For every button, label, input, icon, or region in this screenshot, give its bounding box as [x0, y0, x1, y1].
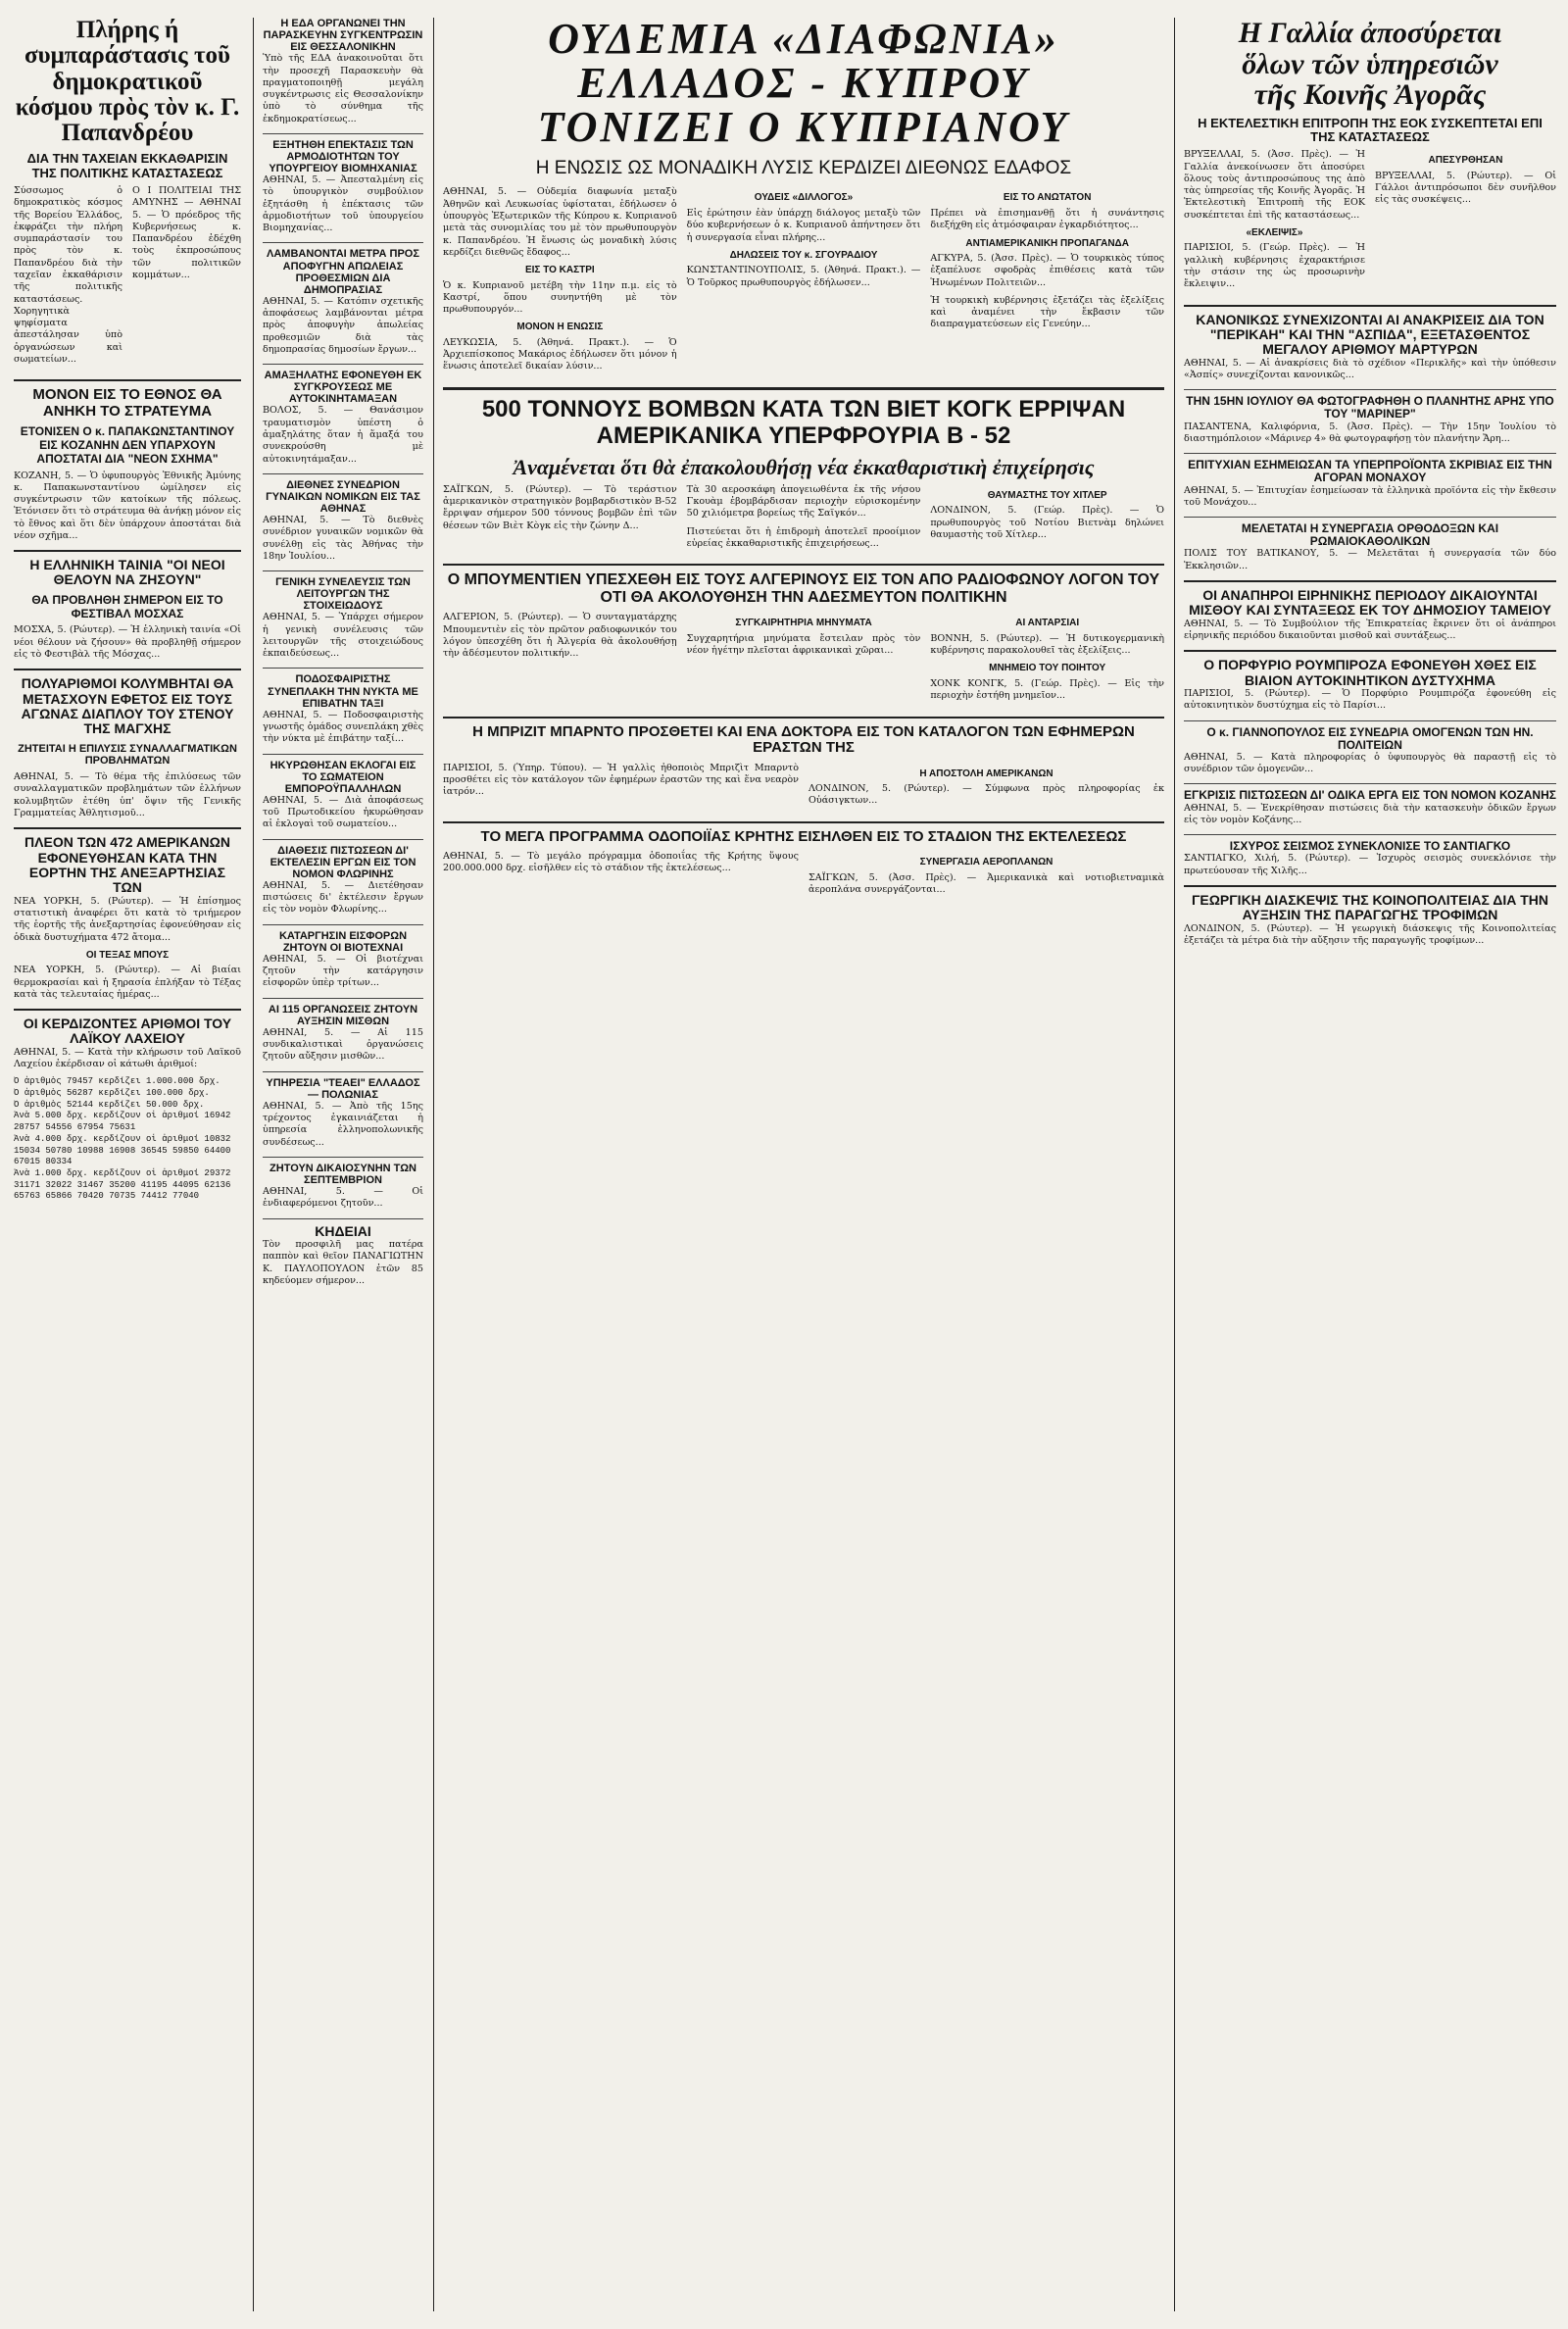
- headline: ΑΙ 115 ΟΡΓΑΝΩΣΕΙΣ ΖΗΤΟΥΝ ΑΥΞΗΣΙΝ ΜΙΣΘΩΝ: [268, 1003, 418, 1027]
- article-body: ΛΕΥΚΩΣΙΑ, 5. (Ἀθηνά. Πρακτ.). — Ὁ Ἀρχιεπίσκοπος Μακάριος ἐδήλωσεν ὅτι μόνον ἡ ἕνωσις ἀποτελεῖ δικαίαν λύσιν...: [443, 336, 677, 372]
- article-body: Ὑπὸ τῆς ΕΔΑ ἀνακοινοῦται ὅτι τὴν προσεχῆ Παρασκευὴν θὰ πραγματοποιηθῇ μεγάλη συγκέντρωσις εἰς Θεσσαλονίκην ὑπὸ τὸ σύνθημα τῆς ἐκδημοκρατίσεως...: [263, 53, 423, 124]
- article-body: ΑΘΗΝΑΙ, 5. — Κατόπιν σχετικῆς ἀποφάσεως λαμβάνονται μέτρα πρὸς ἀποφυγὴν ἀπωλείας προθεσμιῶν διὰ τὰς δημοπρασίας δημοσίων ἔργων...: [263, 295, 423, 355]
- article-boumedienne: [443, 571, 1164, 708]
- column-rule: [1174, 18, 1175, 2311]
- article-body: ΒΡΥΞΕΛΛΑΙ, 5. (Ρώυτερ). — Οἱ Γάλλοι ἀντιπρόσωποι δὲν συνῆλθον εἰς τὰς συσκέψεις...: [1375, 170, 1556, 206]
- article-body: ΠΑΡΙΣΙΟΙ, 5. (Ρώυτερ). — Ὁ Πορφύριο Ρουμπιρόζα ἐφονεύθη εἰς αὐτοκινητικὸν δυστύχημα εἰς τὸ Παρίσι...: [1184, 688, 1556, 712]
- banner-headline: ΟΥΔΕΜΙΑ «ΔΙΑΦΩΝΙΑ»: [548, 18, 1059, 63]
- article-body: ΑΘΗΝΑΙ, 5. — Αἱ ἀνακρίσεις διὰ τὸ σχέδιον «Περικλῆς» καὶ τὴν ὑπόθεσιν «Ἀσπίς» συνεχίζονται κανονικῶς...: [1184, 357, 1556, 380]
- banner-headline: Η Γαλλία ἀποσύρεται: [1238, 18, 1502, 49]
- subheadline: ΟΙ ΤΕΞΑΣ ΜΠΟΥΣ: [85, 949, 170, 961]
- article-body: ΑΘΗΝΑΙ, 5. — Ἐνεκρίθησαν πιστώσεις διὰ τὴν κατασκευὴν ὁδικῶν ἔργων εἰς τὸν νομὸν Κοζάνης...: [1184, 802, 1556, 825]
- banner-headline: ΕΛΛΑΔΟΣ - ΚΥΠΡΟΥ: [577, 58, 1030, 107]
- article-body: ΑΛΓΕΡΙΟΝ, 5. (Ρώυτερ). — Ὁ συνταγματάρχης Μπουμεντιὲν εἰς τὸν πρῶτον ραδιοφωνικόν του λόγον ὑπεσχέθη ὅτι ἡ Ἀλγερία θὰ ἀκολουθήσῃ τὴν ἀδέσμευτον πολιτικήν...: [443, 612, 677, 660]
- column-rule: [433, 18, 434, 2311]
- article-body: ΠΑΡΙΣΙΟΙ, 5. (Ὑπηρ. Τύπου). — Ἡ γαλλὶς ἠθοποιὸς Μπριζὶτ Μπαρντὸ προσθέτει εἰς τὸν κατάλογον τῶν ἐφημέρων ἐραστῶν της καὶ ἕνα νεαρὸν ἰατρόν...: [443, 762, 799, 798]
- headline: ΓΕΝΙΚΗ ΣΥΝΕΛΕΥΣΙΣ ΤΩΝ ΛΕΙΤΟΥΡΓΩΝ ΤΗΣ ΣΤΟΙΧΕΙΩΔΟΥΣ: [275, 576, 411, 613]
- headline: Η ΕΛΛΗΝΙΚΗ ΤΑΙΝΙΑ "ΟΙ ΝΕΟΙ ΘΕΛΟΥΝ ΝΑ ΖΗΣΟΥΝ": [29, 557, 225, 588]
- article-body: ΣΑΪΓΚΩΝ, 5. (Ἀσσ. Πρὲς). — Ἀμερικανικὰ καὶ νοτιοβιετναμικὰ ἀεροπλάνα συνεργάζονται...: [808, 871, 1164, 895]
- headline: Ο ΜΠΟΥΜΕΝΤΙΕΝ ΥΠΕΣΧΕΘΗ ΕΙΣ ΤΟΥΣ ΑΛΓΕΡΙΝΟΥΣ ΕΙΣ ΤΟΝ ΑΠΟ ΡΑΔΙΟΦΩΝΟΥ ΛΟΓΟΝ ΤΟΥ ΟΤΙ ΘΑ ΑΚΟΛΟΥΘΗΣΗ ΤΗΝ ΑΔΕΣΜΕΥΤΟΝ ΠΟΛΙΤΙΚΗΝ: [447, 571, 1160, 606]
- section-heading: «ΕΚΛΕΙΨΙΣ»: [1246, 226, 1303, 238]
- headline: ΠΟΔΟΣΦΑΙΡΙΣΤΗΣ ΣΥΝΕΠΛΑΚΗ ΤΗΝ ΝΥΚΤΑ ΜΕ ΕΠΙΒΑΤΗΝ ΤΑΞΙ: [268, 673, 418, 710]
- headline: ΠΛΕΟΝ ΤΩΝ 472 ΑΜΕΡΙΚΑΝΩΝ ΕΦΟΝΕΥΘΗΣΑΝ ΚΑΤΑ ΤΗΝ ΕΟΡΤΗΝ ΤΗΣ ΑΝΕΞΑΡΤΗΣΙΑΣ ΤΩΝ: [24, 834, 230, 896]
- section-heading: ΕΙΣ ΤΟ ΑΝΩΤΑΤΟΝ: [1003, 192, 1092, 204]
- article-body: ΑΘΗΝΑΙ, 5. — Οἱ βιοτέχναι ζητοῦν τὴν κατάργησιν εἰσφορῶν ὑπὲρ τρίτων...: [263, 953, 423, 989]
- article-body: ΑΘΗΝΑΙ, 5. — Οἱ ἐνδιαφερόμενοι ζητοῦν...: [263, 1186, 423, 1210]
- article-body: ΠΟΛΙΣ ΤΟΥ ΒΑΤΙΚΑΝΟΥ, 5. — Μελετᾶται ἡ συνεργασία τῶν δύο Ἐκκλησιῶν...: [1184, 548, 1556, 571]
- headline: Ο ΠΟΡΦΥΡΙΟ ΡΟΥΜΠΙΡΟΖΑ ΕΦΟΝΕΥΘΗ ΧΘΕΣ ΕΙΣ ΒΙΑΙΟΝ ΑΥΤΟΚΙΝΗΤΙΚΟΝ ΔΥΣΤΥΧΗΜΑ: [1203, 657, 1537, 688]
- headline: ΓΕΩΡΓΙΚΗ ΔΙΑΣΚΕΨΙΣ ΤΗΣ ΚΟΙΝΟΠΟΛΙΤΕΙΑΣ ΔΙΑ ΤΗΝ ΑΥΞΗΣΙΝ ΤΗΣ ΠΑΡΑΓΩΓΗΣ ΤΡΟΦΙΜΩΝ: [1191, 891, 1549, 923]
- subheadline: Η ΕΝΩΣΙΣ ΩΣ ΜΟΝΑΔΙΚΗ ΛΥΣΙΣ ΚΕΡΔΙΖΕΙ ΔΙΕΘΝΩΣ ΕΔΑΦΟΣ: [535, 157, 1072, 178]
- article-body: Εἰς ἐρώτησιν ἐὰν ὑπάρχῃ διάλογος μεταξὺ τῶν δύο κυβερνήσεων ὁ κ. Κυπριανοῦ ἀπήντησεν ὅτι ἡ συνεργασία εἶναι πλήρης...: [686, 207, 921, 243]
- article-body: ΑΘΗΝΑΙ, 5. — Οὐδεμία διαφωνία μεταξὺ Ἀθηνῶν καὶ Λευκωσίας ὑφίσταται, ἐδήλωσεν ὁ ὑπουργὸς Ἐξωτερικῶν τῆς Κύπρου κ. Κυπριανοῦ μετὰ τὰς συνομιλίας του μὲ τὸν πρωθυπουργὸν κ. Παπανδρέου. Ἡ ἕνωσις ὡς μοναδικὴ λύσις κερδίζει διεθνῶς ἔδαφος...: [443, 186, 677, 258]
- article-body: Συγχαρητήρια μηνύματα ἔστειλαν πρὸς τὸν νέον ἡγέτην πλεῖσται ἀφρικανικαὶ χῶραι...: [686, 632, 921, 657]
- headline: ΕΓΚΡΙΣΙΣ ΠΙΣΤΩΣΕΩΝ ΔΙ' ΟΔΙΚΑ ΕΡΓΑ ΕΙΣ ΤΟΝ ΝΟΜΟΝ ΚΟΖΑΝΗΣ: [1184, 788, 1556, 803]
- section-heading: ΣΥΓΚΑΙΡΗΤΗΡΙΑ ΜΗΝΥΜΑΤΑ: [735, 618, 872, 629]
- section-heading: ΑΙ ΑΝΤΑΡΣΙΑΙ: [1015, 618, 1080, 629]
- lottery-line: Ὁ ἀριθμὸς 52144 κερδίζει 50.000 δρχ.: [14, 1099, 205, 1110]
- banner-headline: ὅλων τῶν ὑπηρεσιῶν: [1242, 47, 1498, 80]
- article-body: ΝΕΑ ΥΟΡΚΗ, 5. (Ρώυτερ). — Ἡ ἐπίσημος στατιστικὴ ἀναφέρει ὅτι κατὰ τὸ τριήμερον τῆς ἑορτῆς τῆς ἀνεξαρτησίας ἐφονεύθησαν εἰς ὁδικὰ δυστυχήματα 472 ἄτομα...: [14, 895, 241, 943]
- article-body: ΑΘΗΝΑΙ, 5. — Τὸ διεθνὲς συνέδριον γυναικῶν νομικῶν θὰ συνέλθῃ εἰς τὰς Ἀθήνας τὴν 18ην Ἰουλίου...: [263, 515, 423, 562]
- subheadline: ΕΤΟΝΙΣΕΝ Ο κ. ΠΑΠΑΚΩΝΣΤΑΝΤΙΝΟΥ ΕΙΣ ΚΟΖΑΝΗΝ ΔΕΝ ΥΠΑΡΧΟΥΝ ΑΠΟΣΤΑΤΑΙ ΔΙΑ "ΝΕΟΝ ΣΧΗΜΑ": [20, 424, 235, 466]
- headline: ΤΟ ΜΕΓΑ ΠΡΟΓΡΑΜΜΑ ΟΔΟΠΟΙΪΑΣ ΚΡΗΤΗΣ ΕΙΣΗΛΘΕΝ ΕΙΣ ΤΟ ΣΤΑΔΙΟΝ ΤΗΣ ΕΚΤΕΛΕΣΕΩΣ: [480, 827, 1127, 845]
- article-body: ΒΟΛΟΣ, 5. — Θανάσιμον τραυματισμὸν ὑπέστη ὁ ἀμαξηλάτης ὅταν ἡ ἅμαξά του συνεκρούσθη μὲ αὐτοκινητάμαξαν...: [263, 405, 423, 465]
- section-heading: ΔΗΛΩΣΕΙΣ ΤΟΥ κ. ΣΓΟΥΡΑΔΙΟΥ: [729, 249, 878, 261]
- article-body: ΑΘΗΝΑΙ, 5. — Διετέθησαν πιστώσεις δι' ἐκτέλεσιν ἔργων εἰς τὸν νομὸν Φλωρίνης...: [263, 879, 423, 916]
- section-heading: ΣΥΝΕΡΓΑΣΙΑ ΑΕΡΟΠΛΑΝΩΝ: [919, 857, 1054, 868]
- article-body: ΒΡΥΞΕΛΛΑΙ, 5. (Ἀσσ. Πρὲς). — Ἡ Γαλλία ἀνεκοίνωσεν ὅτι ἀποσύρει ὅλους τοὺς ἀντιπροσώπους της ἀπὸ τὰς ὑπηρεσίας τῆς Κοινῆς Ἀγορᾶς. Ἡ Ἐκτελεστικὴ Ἐπιτροπὴ τῆς ΕΟΚ συσκέπτεται ἐπὶ τῆς καταστάσεως...: [1184, 149, 1365, 221]
- article-body: ΑΘΗΝΑΙ, 5. — Τὸ μεγάλο πρόγραμμα ὁδοποιΐας τῆς Κρήτης ὕψους 200.000.000 δρχ. εἰσῆλθεν εἰς τὸ στάδιον τῆς ἐκτελέσεως...: [443, 851, 799, 874]
- article-body: ΠΑΣΑΝΤΕΝΑ, Καλιφόρνια, 5. (Ἀσσ. Πρὲς). — Τὴν 15ην Ἰουλίου τὸ διαστημόπλοιον «Μάρινερ 4» θὰ φωτογραφήσῃ τὸν πλανήτην Ἄρη...: [1184, 421, 1556, 444]
- headline: ΔΙΕΘΝΕΣ ΣΥΝΕΔΡΙΟΝ ΓΥΝΑΙΚΩΝ ΝΟΜΙΚΩΝ ΕΙΣ ΤΑΣ ΑΘΗΝΑΣ: [266, 478, 420, 515]
- article-body: ΛΟΝΔΙΝΟΝ, 5. (Γεώρ. Πρὲς). — Ὁ πρωθυπουργὸς τοῦ Νοτίου Βιετνὰμ δηλώνει θαυμαστὴς τοῦ Χίτλερ...: [930, 505, 1164, 540]
- article-body: ΑΓΚΥΡΑ, 5. (Ἀσσ. Πρὲς). — Ὁ τουρκικὸς τύπος ἐξαπέλυσε σφοδρὰς ἐπιθέσεις κατὰ τῶν Ἡνωμένων Πολιτειῶν...: [930, 253, 1164, 288]
- headline: ΕΠΙΤΥΧΙΑΝ ΕΣΗΜΕΙΩΣΑΝ ΤΑ ΥΠΕΡΠΡΟΪΟΝΤΑ ΣΚΡΙΒΙΑΣ ΕΙΣ ΤΗΝ ΑΓΟΡΑΝ ΜΟΝΑΧΟΥ: [1188, 458, 1552, 485]
- headline: ΖΗΤΟΥΝ ΔΙΚΑΙΟΣΥΝΗΝ ΤΩΝ ΣΕΠΤΕΜΒΡΙΟΝ: [270, 1162, 416, 1187]
- lottery-line: Ἀνὰ 4.000 δρχ. κερδίζουν οἱ ἀριθμοί 10832 15034 50780 10988 16908 36545 59850 64400 67015 80334: [14, 1133, 231, 1167]
- lottery-results: [14, 1076, 241, 1203]
- headline: ΚΗΔΕΙΑΙ: [315, 1222, 371, 1239]
- subheadline: Ἀναμένεται ὅτι θὰ ἐπακολουθήσῃ νέα ἐκκαθαριστικὴ ἐπιχείρησις: [513, 454, 1095, 479]
- article-body: ΧΟΝΚ ΚΟΝΓΚ, 5. (Γεώρ. Πρὲς). — Εἰς τὴν περιοχὴν ἐστήθη μνημεῖον...: [930, 677, 1164, 702]
- article-body: ΛΟΝΔΙΝΟΝ, 5. (Ρώυτερ). — Ἡ γεωργικὴ διάσκεψις τῆς Κοινοπολιτείας ἐξετάζει τὰ μέτρα διὰ τὴν αὔξησιν τῆς παραγωγῆς τροφίμων...: [1184, 922, 1556, 946]
- article-body: ΚΟΖΑΝΗ, 5. — Ὁ ὑφυπουργὸς Ἐθνικῆς Ἀμύνης κ. Παπακωνσταντίνου ὡμίλησεν εἰς συγκέντρωσιν τῶν κατοίκων τῆς πόλεως. Ἐτόνισεν ὅτι τὸ στράτευμα θὰ ἀνήκῃ μόνον εἰς τὸ ἔθνος καὶ ὅτι δὲν ὑπάρχουν ἀποστάται διὰ νέον σχῆμα...: [14, 470, 241, 541]
- lottery-line: Ὁ ἀριθμὸς 56287 κερδίζει 100.000 δρχ.: [14, 1088, 210, 1099]
- headline: ΜΟΝΟΝ ΕΙΣ ΤΟ ΕΘΝΟΣ ΘΑ ΑΝΗΚΗ ΤΟ ΣΤΡΑΤΕΥΜΑ: [32, 386, 222, 420]
- column-second: [263, 18, 423, 2311]
- article-body: Σύσσωμος ὁ δημοκρατικὸς κόσμος τῆς Βορείου Ἑλλάδος, ἐκφράζει τὴν πλήρη συμπαράστασίν του πρὸς τὸν κ. Παπανδρέου διὰ τὴν ταχεῖαν ἐκκαθάρισιν τῆς πολιτικῆς καταστάσεως. Χορηγητικὰ ψηφίσματα ἀπεστάλησαν ὑπὸ ὀργανώσεων καὶ σωματείων...: [14, 185, 122, 365]
- article-body: ΜΟΣΧΑ, 5. (Ρώυτερ). — Ἡ ἑλληνικὴ ταινία «Οἱ νέοι θέλουν νὰ ζήσουν» θὰ προβληθῇ σήμερον εἰς τὸ Φεστιβὰλ τῆς Μόσχας...: [14, 624, 241, 660]
- headline: Η ΜΠΡΙΖΙΤ ΜΠΑΡΝΤΟ ΠΡΟΣΘΕΤΕΙ ΚΑΙ ΕΝΑ ΔΟΚΤΟΡΑ ΕΙΣ ΤΟΝ ΚΑΤΑΛΟΓΟΝ ΤΩΝ ΕΦΗΜΕΡΩΝ ΕΡΑΣΤΩΝ ΤΗΣ: [472, 722, 1135, 757]
- subheadline: ΘΑ ΠΡΟΒΛΗΘΗ ΣΗΜΕΡΟΝ ΕΙΣ ΤΟ ΦΕΣΤΙΒΑΛ ΜΟΣΧΑΣ: [31, 592, 223, 620]
- section-heading: ΕΙΣ ΤΟ ΚΑΣΤΡΙ: [524, 265, 595, 276]
- article-body: ΑΘΗΝΑΙ, 5. — Κατὰ τὴν κλήρωσιν τοῦ Λαϊκοῦ Λαχείου ἐκέρδισαν οἱ κάτωθι ἀριθμοί:: [14, 1046, 241, 1070]
- lottery-line: Ἀνὰ 1.000 δρχ. κερδίζουν οἱ ἀριθμοί 29372 31171 32022 31467 35200 41195 44095 62136 65763 65866 70420 70735 74412 77040: [14, 1167, 231, 1202]
- article-body: Ἡ τουρκικὴ κυβέρνησις ἐξετάζει τὰς ἐξελίξεις καὶ ἀναμένει τὴν ἔκβασιν τῶν διαπραγματεύσεων εἰς Γενεύην...: [930, 294, 1164, 330]
- column-right: [1184, 18, 1556, 2311]
- article-body: ΠΑΡΙΣΙΟΙ, 5. (Γεώρ. Πρὲς). — Ἡ γαλλικὴ κυβέρνησις ἐχαρακτήρισε τὴν στάσιν της ὡς προσωρινὴν ἔκλειψιν...: [1184, 242, 1365, 290]
- section-heading: Η ΑΠΟΣΤΟΛΗ ΑΜΕΡΙΚΑΝΩΝ: [919, 768, 1054, 779]
- article-body: ΝΕΑ ΥΟΡΚΗ, 5. (Ρώυτερ). — Αἱ βιαίαι θερμοκρασίαι καὶ ἡ ξηρασία ἐπλήξαν τὸ Τέξας κατὰ τὰς τελευταίας ἡμέρας...: [14, 965, 241, 1000]
- article-film: [14, 558, 241, 661]
- article-body: ΛΟΝΔΙΝΟΝ, 5. (Ρώυτερ). — Σύμφωνα πρὸς πληροφορίας ἐκ Οὐάσιγκτων...: [808, 783, 1164, 807]
- article-body: ΑΘΗΝΑΙ, 5. — Αἱ 115 συνδικαλιστικαὶ ὀργανώσεις ζητοῦν αὔξησιν μισθῶν...: [263, 1026, 423, 1063]
- article-body: ΑΘΗΝΑΙ, 5. — Ἀπὸ τῆς 15ης τρέχοντος ἐγκαινιάζεται ἡ ὑπηρεσία ἑλληνοπολωνικῆς συνδέσεως...: [263, 1100, 423, 1148]
- headline: ΕΞΗΤΗΘΗ ΕΠΕΚΤΑΣΙΣ ΤΩΝ ΑΡΜΟΔΙΟΤΗΤΩΝ ΤΟΥ ΥΠΟΥΡΓΕΙΟΥ ΒΙΟΜΗΧΑΝΙΑΣ: [269, 138, 417, 175]
- headline: ΔΙΑΘΕΣΙΣ ΠΙΣΤΩΣΕΩΝ ΔΙ' ΕΚΤΕΛΕΣΙΝ ΕΡΓΩΝ ΕΙΣ ΤΟΝ ΝΟΜΟΝ ΦΛΩΡΙΝΗΣ: [270, 844, 416, 880]
- article-body: ΒΟΝΝΗ, 5. (Ρώυτερ). — Ἡ δυτικογερμανικὴ κυβέρνησις παρακολουθεῖ τὰς ἐξελίξεις...: [930, 632, 1164, 657]
- subheadline: ΔΙΑ ΤΗΝ ΤΑΧΕΙΑΝ ΕΚΚΑΘΑΡΙΣΙΝ ΤΗΣ ΠΟΛΙΤΙΚΗΣ ΚΑΤΑΣΤΑΣΕΩΣ: [26, 151, 228, 181]
- article-papandreou: [14, 18, 241, 372]
- section-heading: ΑΝΤΙΑΜΕΡΙΚΑΝΙΚΗ ΠΡΟΠΑΓΑΝΔΑ: [965, 237, 1129, 249]
- lottery-line: Ὁ ἀριθμὸς 79457 κερδίζει 1.000.000 δρχ.: [14, 1076, 220, 1087]
- article-france-eec: [1184, 18, 1556, 297]
- section-heading: ΜΝΗΜΕΙΟ ΤΟΥ ΠΟΙΗΤΟΥ: [989, 663, 1106, 674]
- headline: ΟΙ ΚΕΡΔΙΖΟΝΤΕΣ ΑΡΙΘΜΟΙ ΤΟΥ ΛΑΪΚΟΥ ΛΑΧΕΙΟΥ: [23, 1016, 232, 1047]
- headline: ΛΑΜΒΑΝΟΝΤΑΙ ΜΕΤΡΑ ΠΡΟΣ ΑΠΟΦΥΓΗΝ ΑΠΩΛΕΙΑΣ ΠΡΟΘΕΣΜΙΩΝ ΔΙΑ ΔΗΜΟΠΡΑΣΙΑΣ: [267, 248, 419, 296]
- article-body: ΑΘΗΝΑΙ, 5. — Ἀπεσταλμένη εἰς τὸ ὑπουργικὸν συμβούλιον ἐξητάσθη ἡ ἐπέκτασις τῶν ἁρμοδιοτήτων τοῦ ὑπουργείου Βιομηχανίας...: [263, 174, 423, 234]
- article-body: ΑΘΗΝΑΙ, 5. — Ποδοσφαιριστὴς γνωστῆς ὁμάδος συνεπλάκη χθὲς τὴν νύκτα μὲ ἐπιβάτην ταξί...: [263, 709, 423, 745]
- article-body: ΑΘΗΝΑΙ, 5. — Κατὰ πληροφορίας ὁ ὑφυπουργὸς θὰ παραστῇ εἰς τὸ συνέδριον τῶν ὁμογενῶν...: [1184, 751, 1556, 775]
- headline: ΙΣΧΥΡΟΣ ΣΕΙΣΜΟΣ ΣΥΝΕΚΛΟΝΙΣΕ ΤΟ ΣΑΝΤΙΑΓΚΟ: [1229, 839, 1511, 854]
- article-body: ΑΘΗΝΑΙ, 5. — Τὸ θέμα τῆς ἐπιλύσεως τῶν συναλλαγματικῶν προβλημάτων τῶν ἑλλήνων κολυμβητῶν ἐτέθη ὑπ' ὄψιν τῆς Γενικῆς Γραμματείας Ἀθλητισμοῦ...: [14, 771, 241, 818]
- article-us-deaths: [14, 835, 241, 1001]
- headline: ΠΟΛΥΑΡΙΘΜΟΙ ΚΟΛΥΜΒΗΤΑΙ ΘΑ ΜΕΤΑΣΧΟΥΝ ΕΦΕΤΟΣ ΕΙΣ ΤΟΥΣ ΑΓΩΝΑΣ ΔΙΑΠΛΟΥ ΤΟΥ ΣΤΕΝΟΥ ΤΗΣ ΜΑΓΧΗΣ: [21, 675, 234, 737]
- article-lottery: [14, 1016, 241, 1203]
- article-body: ΑΘΗΝΑΙ, 5. — Ὑπάρχει σήμερον ἡ γενικὴ συνέλευσις τῶν λειτουργῶν τῆς στοιχειώδους ἐκπαιδεύσεως...: [263, 612, 423, 660]
- article-bardot: [443, 724, 1164, 814]
- column-rule: [253, 18, 254, 2311]
- article-body: Πιστεύεται ὅτι ἡ ἐπιδρομὴ ἀποτελεῖ προοίμιον εὐρείας ἐκκαθαριστικῆς ἐπιχειρήσεως...: [686, 525, 921, 549]
- headline: ΤΗΝ 15ΗΝ ΙΟΥΛΙΟΥ ΘΑ ΦΩΤΟΓΡΑΦΗΘΗ Ο ΠΛΑΝΗΤΗΣ ΑΡΗΣ ΥΠΟ ΤΟΥ "ΜΑΡΙΝΕΡ": [1186, 394, 1554, 421]
- headline: ΜΕΛΕΤΑΤΑΙ Η ΣΥΝΕΡΓΑΣΙΑ ΟΡΘΟΔΟΞΩΝ ΚΑΙ ΡΩΜΑΙΟΚΑΘΟΛΙΚΩΝ: [1241, 521, 1499, 549]
- article-body: Πρέπει νὰ ἐπισημανθῇ ὅτι ἡ συνάντησις διεξήχθη εἰς ἀτμόσφαιραν ἐγκαρδιότητος...: [930, 207, 1164, 231]
- article-body: ΑΘΗΝΑΙ, 5. — Διὰ ἀποφάσεως τοῦ Πρωτοδικείου ἠκυρώθησαν αἱ ἐκλογαὶ τοῦ σωματείου...: [263, 794, 423, 830]
- headline: ΚΑΤΑΡΓΗΣΙΝ ΕΙΣΦΟΡΩΝ ΖΗΤΟΥΝ ΟΙ ΒΙΟΤΕΧΝΑΙ: [278, 929, 408, 954]
- article-cyprus: [443, 18, 1164, 379]
- article-body: Τὸν προσφιλῆ μας πατέρα παππὸν καὶ θεῖον ΠΑΝΑΓΙΩΤΗΝ Κ. ΠΑΥΛΟΠΟΥΛΟΝ ἐτῶν 85 κηδεύομεν σήμερον...: [263, 1239, 423, 1286]
- headline: ΚΑΝΟΝΙΚΩΣ ΣΥΝΕΧΙΖΟΝΤΑΙ ΑΙ ΑΝΑΚΡΙΣΕΙΣ ΔΙΑ ΤΟΝ "ΠΕΡΙΚΑΗ" ΚΑΙ ΤΗΝ "ΑΣΠΙΔΑ", ΕΞΕΤΑΣΘΕΝΤΟΣ ΜΕΓΑΛΟΥ ΑΡΙΘΜΟΥ ΜΑΡΤΥΡΩΝ: [1196, 311, 1544, 358]
- headline: ΟΙ ΑΝΑΠΗΡΟΙ ΕΙΡΗΝΙΚΗΣ ΠΕΡΙΟΔΟΥ ΔΙΚΑΙΟΥΝΤΑΙ ΜΙΣΘΟΥ ΚΑΙ ΣΥΝΤΑΞΕΩΣ ΕΚ ΤΟΥ ΔΗΜΟΣΙΟΥ ΤΑΜΕΙΟΥ: [1189, 586, 1551, 619]
- headline: Πλήρης ή συμπαράστασις τοῦ δημοκρατικοῦ κόσμου πρὸς τὸν κ. Γ. Παπανδρέου: [15, 18, 240, 146]
- article-body: ΑΘΗΝΑΙ, 5. — Τὸ Συμβούλιον τῆς Ἐπικρατείας ἔκρινεν ὅτι οἱ ἀνάπηροι εἰρηνικῆς περιόδου δικαιοῦνται μισθοῦ καὶ συντάξεως...: [1184, 618, 1556, 641]
- article-body: Τὰ 30 αεροσκάφη ἀπογειωθέντα ἐκ τῆς νήσου Γκουὰμ ἐβομβάρδισαν περιοχὴν εὑρισκομένην 50 χιλιόμετρα βορείως τῆς Σαϊγκόν...: [686, 483, 921, 520]
- column-center: [443, 18, 1164, 2311]
- article-body: Ο Ι ΠΟΛΙΤΕΙΑΙ ΤΗΣ ΑΜΥΝΗΣ — ΑΘΗΝΑΙ 5. — Ὁ πρόεδρος τῆς Κυβερνήσεως κ. Παπανδρέου ἐδέχθη τοὺς ἐκπροσώπους τῶν πολιτικῶν κομμάτων...: [132, 185, 241, 280]
- article-swimmers: [14, 676, 241, 819]
- headline: ΗΚΥΡΩΘΗΣΑΝ ΕΚΛΟΓΑΙ ΕΙΣ ΤΟ ΣΩΜΑΤΕΙΟΝ ΕΜΠΟΡΟΫΠΑΛΛΗΛΩΝ: [270, 759, 416, 795]
- subheadline: Η ΕΚΤΕΛΕΣΤΙΚΗ ΕΠΙΤΡΟΠΗ ΤΗΣ ΕΟΚ ΣΥΣΚΕΠΤΕΤΑΙ ΕΠΙ ΤΗΣ ΚΑΤΑΣΤΑΣΕΩΣ: [1198, 115, 1543, 145]
- headline: 500 ΤΟΝΝΟΥΣ ΒΟΜΒΩΝ ΚΑΤΑ ΤΩΝ ΒΙΕΤ ΚΟΓΚ ΕΡΡΙΨΑΝ ΑΜΕΡΙΚΑΝΙΚΑ ΥΠΕΡΦΡΟΥΡΙΑ Β - 52: [481, 395, 1126, 450]
- section-heading: ΜΟΝΟΝ Η ΕΝΩΣΙΣ: [516, 322, 604, 333]
- lottery-line: Ἀνὰ 5.000 δρχ. κερδίζουν οἱ ἀριθμοί 16942 28757 54556 67954 75631: [14, 1111, 231, 1133]
- headline: Ο κ. ΓΙΑΝΝΟΠΟΥΛΟΣ ΕΙΣ ΣΥΝΕΔΡΙΑ ΟΜΟΓΕΝΩΝ ΤΩΝ ΗΝ. ΠΟΛΙΤΕΙΩΝ: [1206, 724, 1534, 752]
- headline: ΥΠΗΡΕΣΙΑ "ΤΕΑΕΙ" ΕΛΛΑΔΟΣ — ΠΟΛΩΝΙΑΣ: [266, 1076, 420, 1101]
- section-heading: ΟΥΔΕΙΣ «ΔΙΛΛΟΓΟΣ»: [754, 192, 854, 204]
- headline: Η ΕΔΑ ΟΡΓΑΝΩΝΕΙ ΤΗΝ ΠΑΡΑΣΚΕΥΗΝ ΣΥΓΚΕΝΤΡΩΣΙΝ ΕΙΣ ΘΕΣΣΑΛΟΝΙΚΗΝ: [263, 18, 423, 54]
- subheadline: ΖΗΤΕΙΤΑΙ Η ΕΠΙΛΥΣΙΣ ΣΥΝΑΛΛΑΓΜΑΤΙΚΩΝ ΠΡΟΒΛΗΜΑΤΩΝ: [18, 742, 237, 768]
- section-heading: ΘΑΥΜΑΣΤΗΣ ΤΟΥ ΧΙΤΛΕΡ: [987, 489, 1107, 501]
- article-b52: [443, 396, 1164, 557]
- column-left: [14, 18, 241, 2311]
- article-body: Ὁ κ. Κυπριανοῦ μετέβη τὴν 11ην π.μ. εἰς τὸ Καστρί, ὅπου συνηντήθη μὲ τὸν πρωθυπουργόν...: [443, 279, 677, 316]
- article-army: [14, 387, 241, 542]
- article-body: ΣΑΪΓΚΩΝ, 5. (Ρώυτερ). — Τὸ τεράστιον ἀμερικανικὸν στρατηγικὸν βομβαρδιστικὸν Β-52 ἔρριψαν σήμερον 500 τόννους βομβῶν ἐπὶ τῶν θέσεων τῶν Βιὲτ Κὸγκ εἰς τὴν ζώνην Δ...: [443, 483, 677, 531]
- headline: ΑΜΑΞΗΛΑΤΗΣ ΕΦΟΝΕΥΘΗ ΕΚ ΣΥΓΚΡΟΥΣΕΩΣ ΜΕ ΑΥΤΟΚΙΝΗΤΑΜΑΞΑΝ: [264, 370, 422, 406]
- article-body: ΚΩΝΣΤΑΝΤΙΝΟΥΠΟΛΙΣ, 5. (Ἀθηνά. Πρακτ.). — Ὁ Τοῦρκος πρωθυπουργὸς ἐδήλωσεν...: [686, 265, 921, 288]
- article-body: ΣΑΝΤΙΑΓΚΟ, Χιλή, 5. (Ρώυτερ). — Ἰσχυρὸς σεισμὸς συνεκλόνισε τὴν πρωτεύουσαν τῆς Χιλῆς...: [1184, 853, 1556, 876]
- section-heading: ΑΠΕΣΥΡΘΗΣΑΝ: [1428, 155, 1503, 167]
- banner-headline: τῆς Κοινῆς Ἀγορᾶς: [1253, 78, 1487, 111]
- article-crete: [443, 829, 1164, 903]
- banner-headline: ΤΟΝΙΖΕΙ Ο ΚΥΠΡΙΑΝΟΥ: [537, 102, 1070, 151]
- article-body: ΑΘΗΝΑΙ, 5. — Ἐπιτυχίαν ἐσημείωσαν τὰ ἑλληνικὰ προϊόντα εἰς τὴν ἔκθεσιν τοῦ Μονάχου...: [1184, 484, 1556, 508]
